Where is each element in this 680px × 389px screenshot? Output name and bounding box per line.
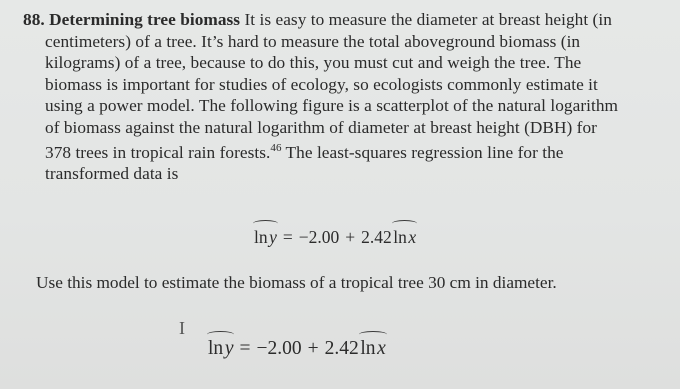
problem-line: transformed data is [45,164,179,184]
rhs-hat-group [360,338,385,360]
rhs-function: ln [360,338,376,359]
lhs-function: ln [208,338,224,359]
problem-title: Determining tree biomass [49,10,241,29]
regression-equation [254,227,416,248]
problem-line: kilograms) of a tree, because to do this, you must cut and weigh the tree. The [45,53,582,73]
problem-line: centimeters) of a tree. It’s hard to measure the total aboveground biomass (in [45,31,581,51]
problem-first-line-text: It is easy to measure the diameter at breast height (in [240,10,612,29]
lhs-hat-group [208,338,233,360]
equals-sign: = [282,227,293,247]
slope-value: 2.42 [361,227,392,247]
problem-line-text: 378 trees in tropical rain forests. [45,142,271,162]
problem-88 [23,9,663,185]
regression-equation-repeat[interactable] [208,338,386,360]
lhs-variable: y [224,338,234,359]
problem-line-with-citation [23,142,663,164]
rhs-hat-group [393,227,416,248]
lhs-function: ln [254,227,268,247]
problem-line-text: The least-squares regression line for the [281,142,564,162]
problem-first-line [23,9,663,31]
problem-line: of biomass against the natural logarithm of diameter at breast height (DBH) for [45,117,597,137]
problem-number: 88. [23,10,45,29]
plus-sign: + [345,227,356,247]
slope-value: 2.42 [324,338,359,359]
problem-line: using a power model. The following figure is a scatterplot of the natural logarithm [45,96,619,116]
problem-line: biomass is important for studies of ecology, so ecologists commonly estimate it [45,74,598,94]
intercept-value: −2.00 [298,227,340,247]
equals-sign: = [239,338,251,359]
lhs-hat-group [254,227,277,248]
rhs-function: ln [393,227,407,247]
rhs-variable: x [377,338,386,359]
rhs-variable: x [408,227,417,247]
lhs-variable: y [269,227,277,247]
instruction-text: Use this model to estimate the biomass of a tropical tree 30 cm in diameter. [36,273,557,292]
citation-superscript: 46 [270,141,282,154]
text-cursor-icon: I [179,318,185,338]
intercept-value: −2.00 [256,338,302,359]
plus-sign: + [307,338,319,359]
